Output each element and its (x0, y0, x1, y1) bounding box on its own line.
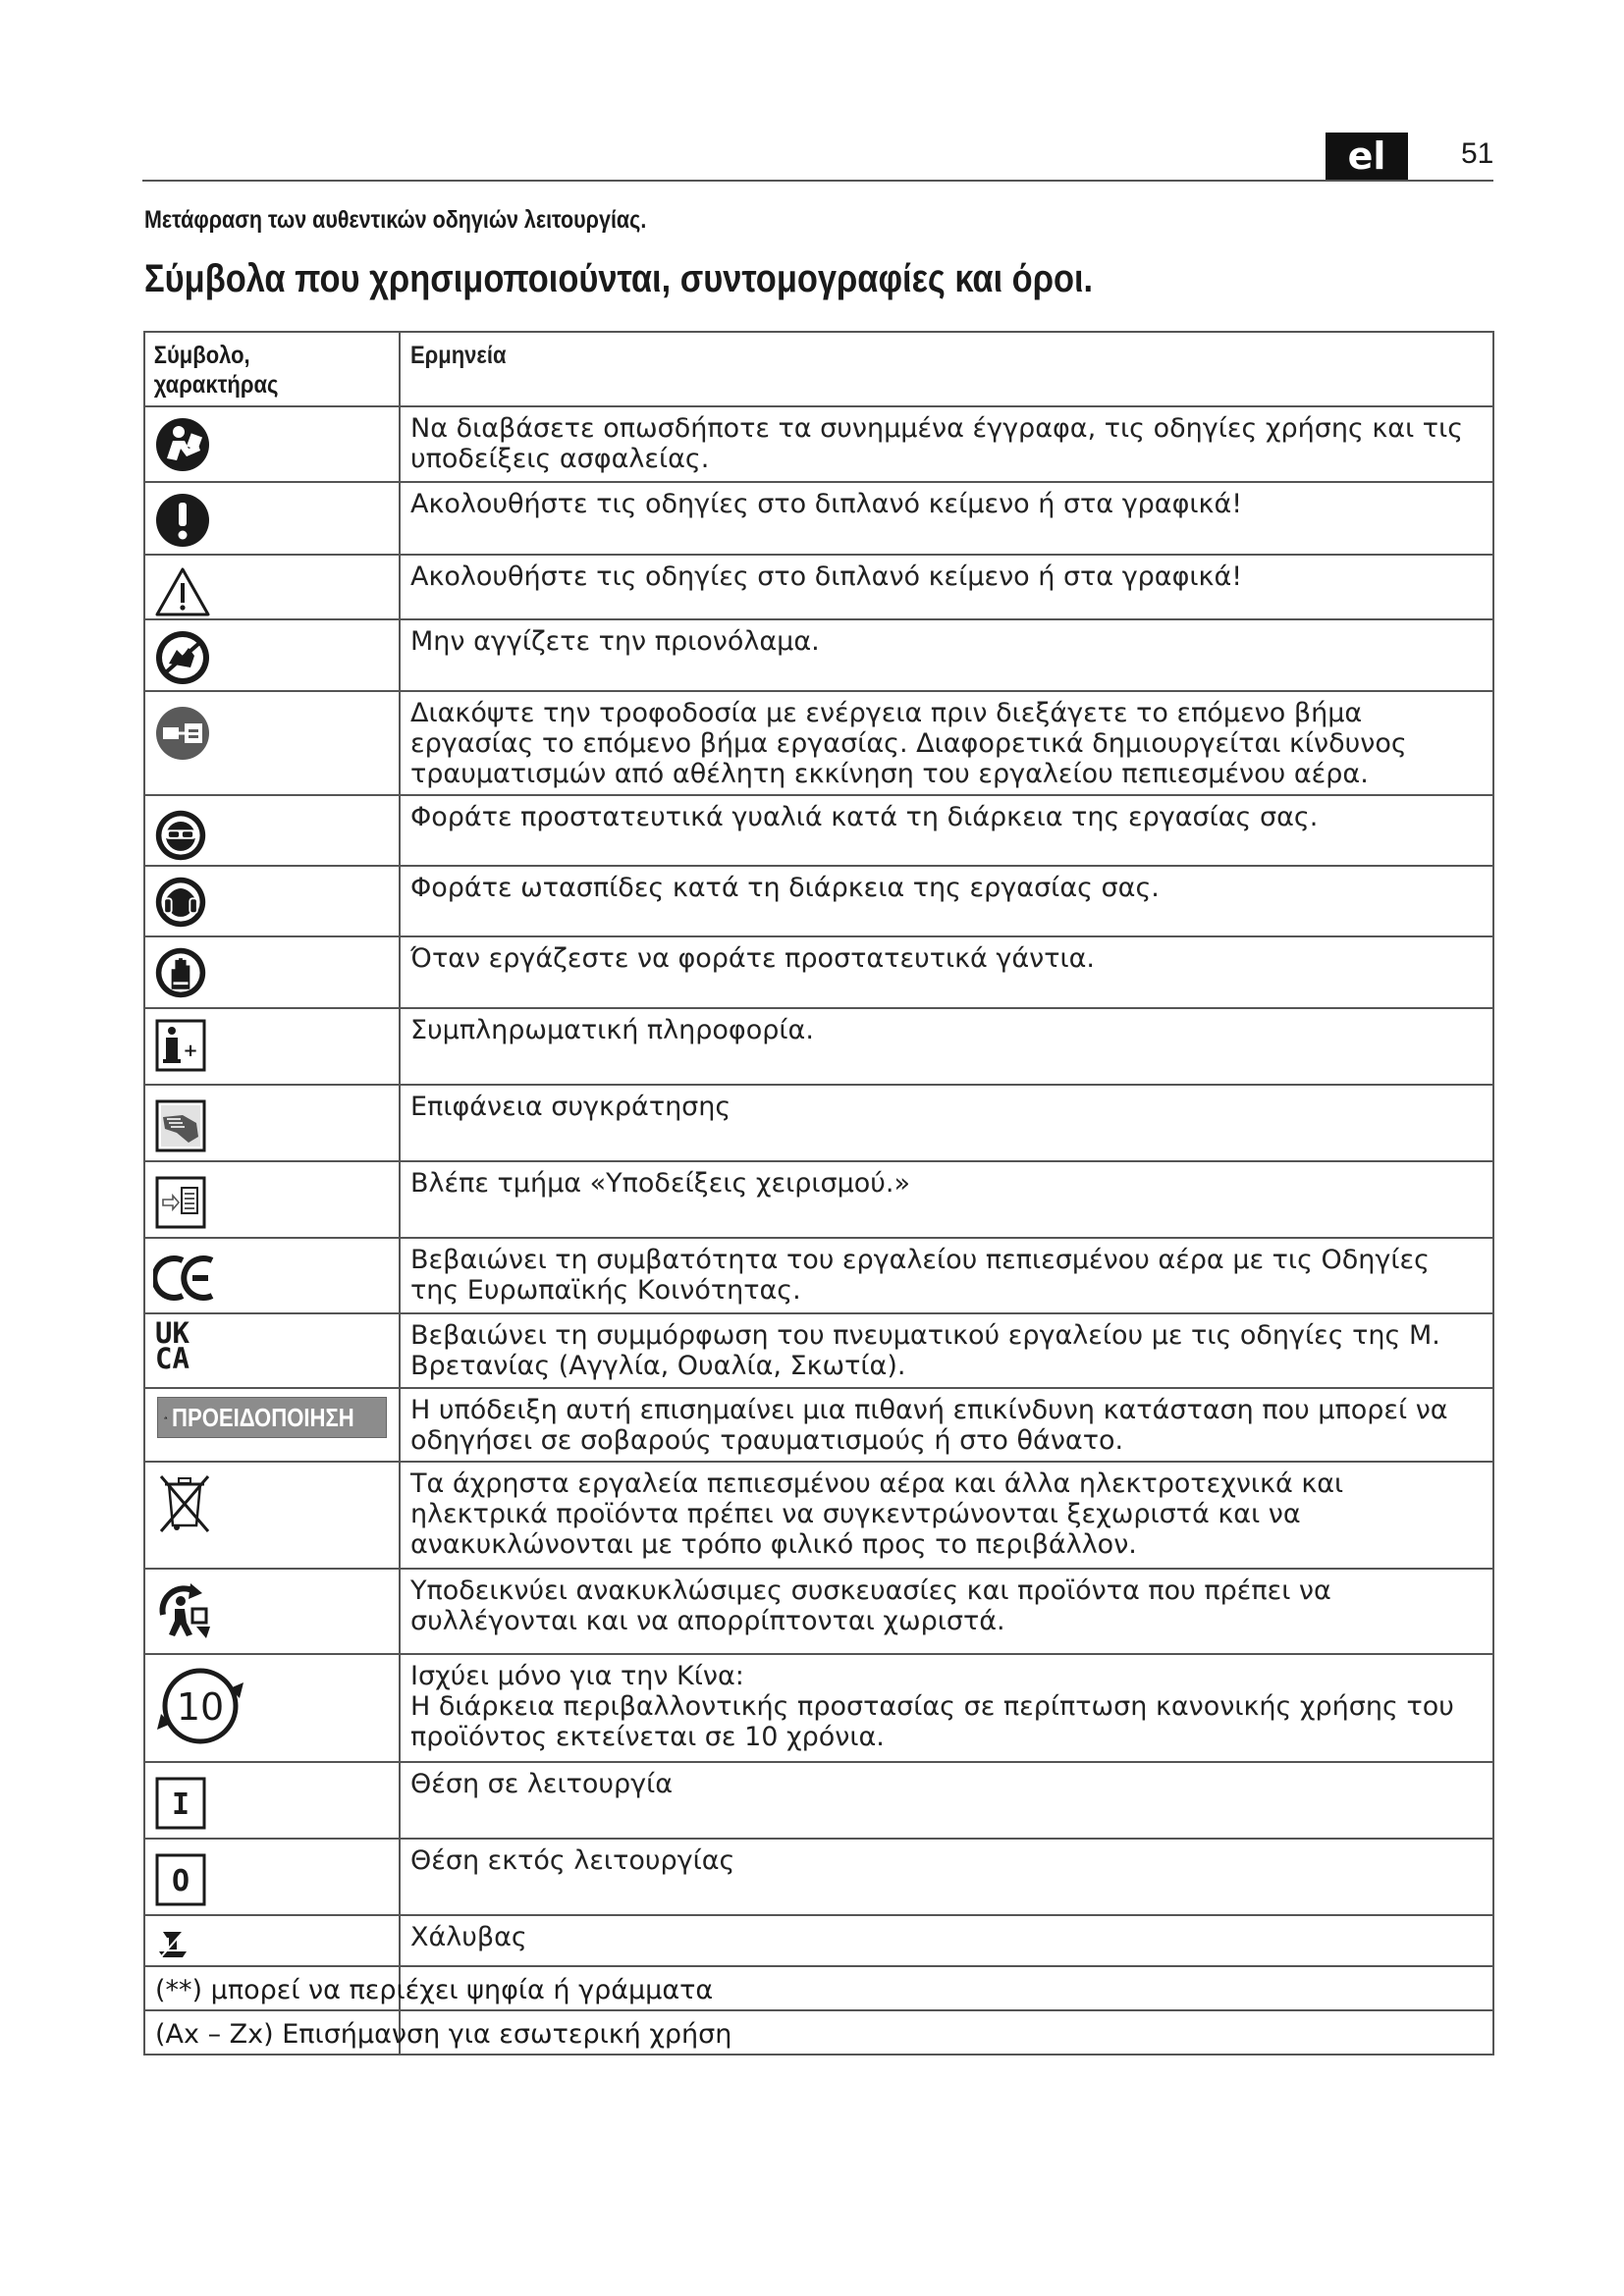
row-text: Ακολουθήστε τις οδηγίες στο διπλανό κείμενο ή στα γραφικά! (400, 555, 1493, 619)
col-meaning-header (400, 332, 1493, 406)
row-text: Η υπόδειξη αυτή επισημαίνει μια πιθανή επικίνδυνη κατάσταση που μπορεί να οδηγήσει σε σοβαρούς τραυματισμούς ή στο θάνατο. (400, 1388, 1493, 1462)
table-row (144, 1654, 1493, 1762)
footnote-cell (144, 1966, 714, 2010)
mandatory-exclamation-icon (153, 491, 212, 550)
table-row (144, 1161, 1493, 1238)
table-row (144, 1085, 1493, 1161)
warning-triangle-icon (153, 563, 212, 618)
header-rule (142, 180, 1493, 182)
document-subtitle: Μετάφραση των αυθεντικών οδηγιών λειτουργίας. (144, 206, 647, 234)
power-off-label: O (171, 1864, 190, 1898)
col-symbol-header-line2: χαρακτήρας (153, 371, 279, 399)
row-text: Φοράτε ωτασπίδες κατά τη διάρκεια της εργασίας σας. (400, 866, 1493, 936)
row-text-line1: Ισχύει μόνο για την Κίνα: (410, 1661, 744, 1691)
ukca-mark-icon (155, 1316, 399, 1375)
row-text: Θέση σε λειτουργία (400, 1762, 1493, 1839)
table-row (144, 619, 1493, 691)
row-text: Επιφάνεια συγκράτησης (400, 1085, 1493, 1161)
see-section-icon (153, 1174, 208, 1231)
warning-badge-icon (164, 1404, 168, 1431)
footnote-cell (144, 2010, 732, 2055)
table-row (144, 482, 1493, 555)
row-text: Βλέπε τμήμα «Υποδείξεις χειρισμού.» (400, 1161, 1493, 1238)
warning-badge-label: ΠΡΟΕΙΔΟΠΟΙΗΣΗ (171, 1403, 354, 1432)
crossed-bin-icon (153, 1470, 216, 1535)
row-text: Υποδεικνύει ανακυκλώσιμες συσκευασίες και προϊόντα που πρέπει να συλλέγονται και να απορρίπτονται χωριστά. (400, 1569, 1493, 1654)
warning-badge (157, 1397, 387, 1438)
table-row (144, 936, 1493, 1008)
footnote-row (144, 2010, 1493, 2055)
page-number: 51 (1461, 137, 1494, 170)
row-text: Συμπληρωματική πληροφορία. (400, 1008, 1493, 1085)
grip-surface-icon (153, 1097, 208, 1154)
language-badge: el (1326, 133, 1408, 180)
row-text: Τα άχρηστα εργαλεία πεπιεσμένου αέρα και άλλα ηλεκτροτεχνικά και ηλεκτρικά προϊόντα πρέπει να συγκεντρώνονται ξεχωριστά και να ανακυκλώνονται με τρόπο φιλικό προς το περιβάλλον. (400, 1462, 1493, 1569)
row-text: Βεβαιώνει τη συμμόρφωση του πνευματικού εργαλείου με τις οδηγίες της Μ. Βρετανίας (Αγγλία, Ουαλία, Σκωτία). (400, 1313, 1493, 1388)
epup-number-label: 10 (176, 1685, 225, 1729)
row-text: Θέση εκτός λειτουργίας (400, 1839, 1493, 1915)
row-text: Διακόψτε την τροφοδοσία με ενέργεια πριν διεξάγετε το επόμενο βήμα εργασίας το επόμενο βήμα εργασίας. Διαφορετικά δημιουργείται κίνδυνος τραυματισμών από αθέλητη εκκίνηση του εργαλείου πεπιεσμένου αέρα. (400, 691, 1493, 795)
row-text: Να διαβάσετε οπωσδήποτε τα συνημμένα έγγραφα, τις οδηγίες χρήσης και τις υποδείξεις ασφαλείας. (400, 406, 1493, 482)
table-row (144, 866, 1493, 936)
table-row (144, 406, 1493, 482)
row-text: Ακολουθήστε τις οδηγίες στο διπλανό κείμενο ή στα γραφικά! (400, 482, 1493, 555)
table-row (144, 1388, 1493, 1462)
table-row (144, 1238, 1493, 1313)
col-symbol-header (144, 332, 400, 406)
read-manual-icon (153, 415, 212, 474)
table-row (144, 1008, 1493, 1085)
disconnect-supply-icon (153, 704, 212, 763)
ce-mark-icon (153, 1251, 218, 1306)
power-on-icon (153, 1775, 208, 1832)
row-text: Όταν εργάζεστε να φοράτε προστατευτικά γάντια. (400, 936, 1493, 1008)
protective-gloves-icon (153, 945, 208, 1000)
col-symbol-header-line1: Σύμβολο, (153, 342, 250, 369)
footnote-digits-letters: (**) μπορεί να περιέχει ψηφία ή γράμματα (155, 1975, 714, 2005)
row-text (400, 1654, 1493, 1762)
steel-icon (155, 1926, 190, 1961)
table-row (144, 555, 1493, 619)
footnote-internal-marking: (Ax – Zx) Επισήμανση για εσωτερική χρήση (155, 2019, 732, 2050)
table-row (144, 1313, 1493, 1388)
ukca-mark-line1: UK (155, 1316, 189, 1350)
table-row (144, 1569, 1493, 1654)
info-plus-icon (153, 1017, 208, 1074)
china-epup-10-icon (153, 1659, 247, 1753)
row-text: Φοράτε προστατευτικά γυαλιά κατά τη διάρκεια της εργασίας σας. (400, 795, 1493, 866)
table-row (144, 1915, 1493, 1966)
ukca-mark-line2: CA (155, 1342, 189, 1375)
page-title: Σύμβολα που χρησιμοποιούνται, συντομογραφίες και όροι. (144, 257, 1094, 300)
row-text: Μην αγγίζετε την πριονόλαμα. (400, 619, 1493, 691)
ear-protection-icon (153, 875, 208, 930)
table-row (144, 1762, 1493, 1839)
safety-goggles-icon (153, 808, 208, 863)
recycle-person-icon (153, 1579, 218, 1644)
power-on-label: I (171, 1788, 190, 1822)
table-row (144, 795, 1493, 866)
footnote-row (144, 1966, 1493, 2010)
table-header-row (144, 332, 1493, 406)
symbols-table (143, 331, 1494, 2056)
row-text-line2: Η διάρκεια περιβαλλοντικής προστασίας σε περίπτωση κανονικής χρήσης του προϊόντος εκτείνεται σε 10 χρόνια. (410, 1691, 1454, 1752)
table-row (144, 1839, 1493, 1915)
table-row (144, 691, 1493, 795)
do-not-touch-blade-icon (153, 628, 212, 687)
col-meaning-header-label: Ερμηνεία (410, 342, 507, 369)
table-row (144, 1462, 1493, 1569)
power-off-icon (153, 1851, 208, 1908)
svg-text:+: + (183, 1041, 198, 1061)
row-text: Βεβαιώνει τη συμβατότητα του εργαλείου πεπιεσμένου αέρα με τις Οδηγίες της Ευρωπαϊκής Κοινότητας. (400, 1238, 1493, 1313)
row-text: Χάλυβας (400, 1915, 1493, 1966)
